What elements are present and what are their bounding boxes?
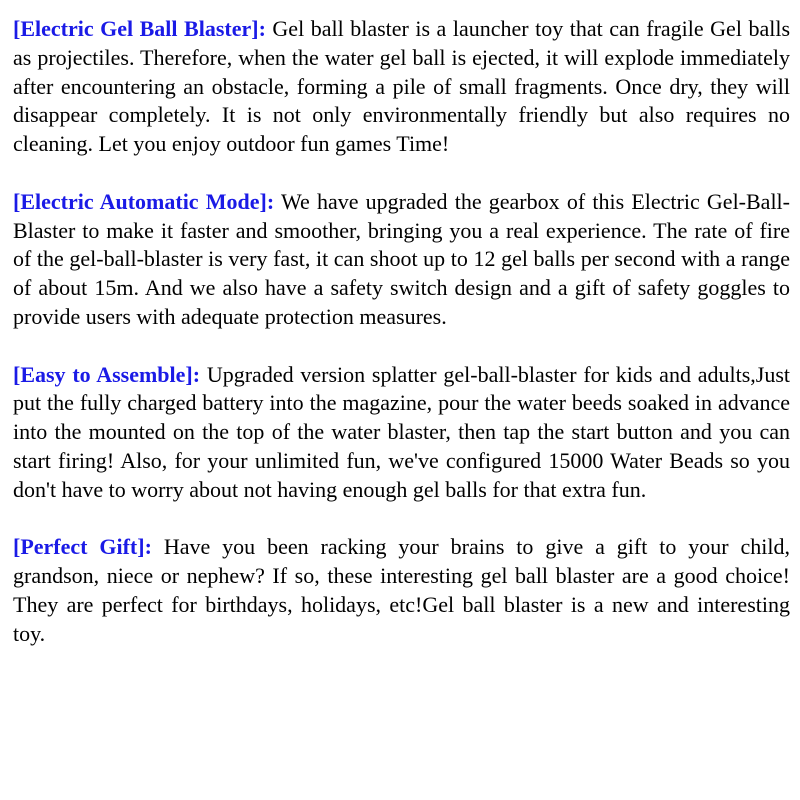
section-electric-gel-ball-blaster	[13, 15, 790, 159]
section-perfect-gift	[13, 533, 790, 648]
section-heading: [Electric Gel Ball Blaster]:	[13, 16, 266, 41]
section-body: Have you been racking your brains to give a gift to your child, grandson, niece or nephew? If so, these interesting gel ball blaster are a good choice! They are perfect for birthdays, holidays, etc!Gel ball blaster is a new and interesting toy.	[13, 534, 790, 646]
section-body: Upgraded version splatter gel-ball-blaster for kids and adults,Just put the fully charged battery into the magazine, pour the water beeds soaked in advance into the mounted on the top of the water blaster, then tap the start button and you can start firing! Also, for your unlimited fun, we've configured 15000 Water Beads so you don't have to worry about not having enough gel balls for that extra fun.	[13, 361, 790, 502]
section-heading: [Easy to Assemble]:	[13, 361, 201, 387]
section-heading: [Perfect Gift]:	[13, 534, 152, 560]
section-body: We have upgraded the gearbox of this Electric Gel-Ball-Blaster to make it faster and smoother, bringing you a real experience. The rate of fire of the gel-ball-blaster is very fast, it can shoot up to 12 gel balls per second with a range of about 15m. And we also have a safety switch design and a gift of safety goggles to provide users with adequate protection measures.	[13, 188, 790, 329]
section-heading: [Electric Automatic Mode]:	[13, 188, 275, 214]
section-body: Gel ball blaster is a launcher toy that can fragile Gel balls as projectiles. Therefore, when the water gel ball is ejected, it will explode immediately after encountering an obstacle, forming a pile of small fragments. Once dry, they will disappear completely. It is not only environmentally friendly but also requires no cleaning. Let you enjoy outdoor fun games Time!	[13, 16, 791, 157]
section-easy-to-assemble	[13, 361, 790, 505]
section-electric-automatic-mode	[13, 188, 790, 332]
